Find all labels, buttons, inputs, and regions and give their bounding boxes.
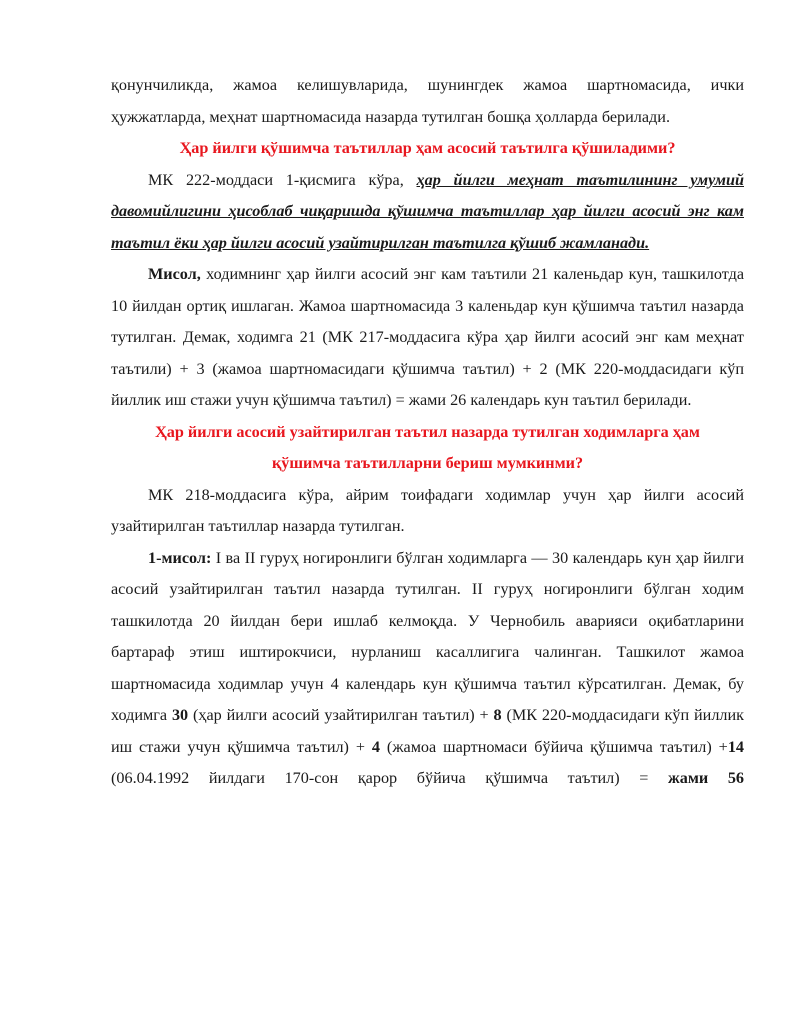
example-1-text-e: (06.04.1992 йилдаги 170-сон қарор бўйича қўшимча таътил) = bbox=[111, 769, 669, 787]
example-1-total: жами 56 bbox=[668, 769, 745, 787]
question-heading-1: Ҳар йилги қўшимча таътиллар ҳам асосий таътилга қўшиладими? bbox=[179, 139, 676, 157]
example-1-text-d: (жамоа шартномаси бўйича қўшимча таътил) + bbox=[380, 737, 728, 756]
document-page bbox=[111, 70, 744, 795]
example-label: Мисол, bbox=[148, 265, 201, 283]
paragraph-answer-1 bbox=[111, 165, 744, 260]
paragraph-answer-2: МК 218-моддасига кўра, айрим тоифадаги ходимлар учун ҳар йилги асосий узайтирилган таътиллар назарда тутилган. bbox=[111, 485, 744, 535]
example-1-value-8: 8 bbox=[493, 706, 502, 724]
example-1-text-c: (МК 220-моддасидаги кўп йиллик иш стажи учун қўшимча таътил) + bbox=[111, 706, 745, 756]
paragraph-example-1 bbox=[111, 543, 744, 795]
question-heading-2-line-2: қўшимча таътилларни бериш мумкинми? bbox=[271, 454, 584, 472]
example-1-value-4: 4 bbox=[371, 737, 381, 756]
example-1-value-30: 30 bbox=[171, 706, 189, 724]
example-1-value-14: 14 bbox=[727, 737, 744, 756]
question-heading-2-line-1: Ҳар йилги асосий узайтирилган таътил назарда тутилган ходимларга ҳам bbox=[155, 422, 700, 441]
paragraph-example bbox=[111, 259, 744, 417]
example-1-text-b: (ҳар йилги асосий узайтирилган таътил) + bbox=[188, 706, 494, 724]
answer-1-emphasis: ҳар йилги меҳнат таътилининг умумий давомийлигини ҳисоблаб чиқаришда қўшимча таътиллар ҳар йилги асосий энг кам таътил ёки ҳар йилги асосий узайтирилган таътилга қўшиб жамланади. bbox=[111, 170, 744, 252]
example-1-label: 1-мисол: bbox=[148, 548, 212, 567]
answer-1-lead: МК 222-моддаси 1-қисмига кўра, bbox=[148, 170, 417, 189]
example-text: ходимнинг ҳар йилги асосий энг кам таътили 21 каленьдар кун, ташкилотда 10 йилдан ортиқ ишлаган. Жамоа шартномасида 3 каленьдар кун қўшимча таътил назарда тутилган. Демак, ходимга 21 (МК 217-моддасига кўра ҳар йилги асосий энг кам меҳнат таътили) + 3 (жамоа шартномасидаги қўшимча таътил) + 2 (МК 220-моддасидаги кўп йиллик иш стажи учун қўшимча таътил) = жами 26 календарь кун таътил берилади. bbox=[111, 265, 744, 409]
example-1-text-a: I ва II гуруҳ ногиронлиги бўлган ходимларга — 30 календарь кун ҳар йилги асосий узайтирилган таътил назарда тутилган. II гуруҳ ногиронлиги бўлган ходим ташкилотда 20 йилдан бери ишлаб келмоқда. У Чернобиль аварияси оқибатларини бартараф этиш иштирокчиси, нурланиш касаллигига чалинган. Ташкилот жамоа шартномасида ходимлар учун 4 календарь кун қўшимча таътил кўрсатилган. Демак, бу ходимга bbox=[111, 548, 744, 724]
paragraph-continuation: қонунчиликда, жамоа келишувларида, шунингдек жамоа шартномасида, ички ҳужжатларда, меҳнат шартномасида назарда тутилган бошқа ҳолларда берилади. bbox=[111, 76, 744, 126]
